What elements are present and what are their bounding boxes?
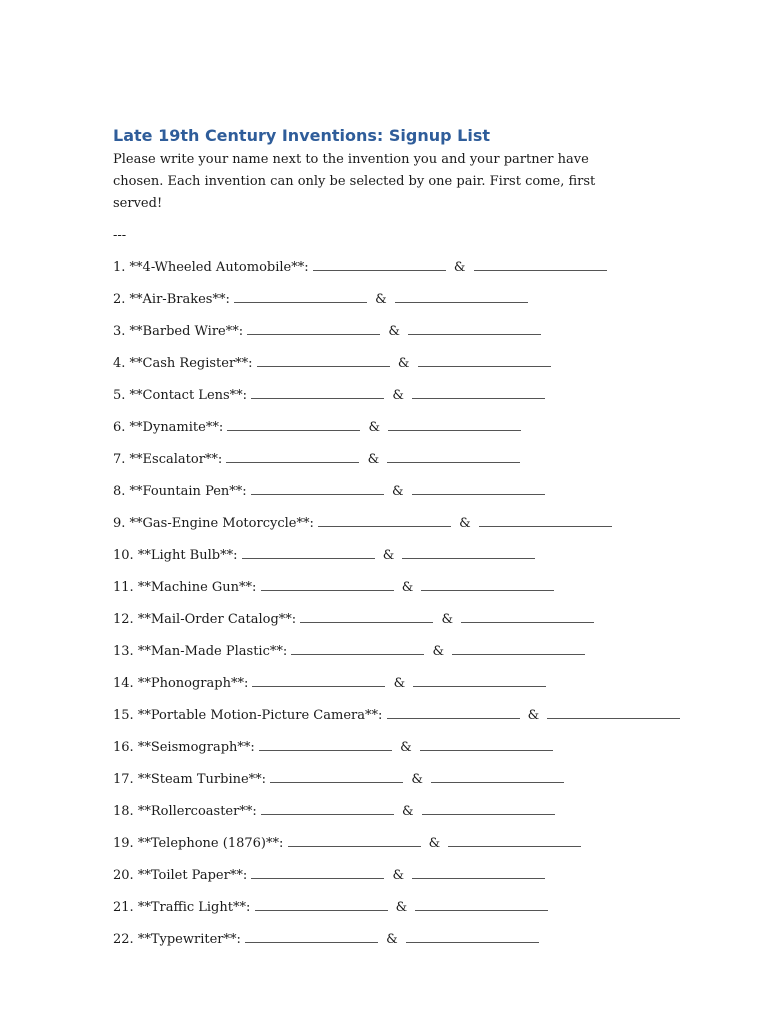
invention-name: **Barbed Wire**: — [129, 324, 244, 339]
ampersand: & — [397, 356, 410, 371]
partner-1-blank[interactable] — [226, 449, 359, 463]
partner-2-blank[interactable] — [474, 257, 607, 271]
partner-1-blank[interactable] — [261, 801, 394, 815]
signup-item — [113, 609, 733, 641]
signup-item — [113, 577, 733, 609]
partner-2-blank[interactable] — [388, 417, 521, 431]
partner-2-blank[interactable] — [387, 449, 520, 463]
partner-1-blank[interactable] — [242, 545, 375, 559]
partner-2-blank[interactable] — [415, 897, 548, 911]
partner-1-blank[interactable] — [313, 257, 446, 271]
invention-name: **Contact Lens**: — [129, 388, 248, 403]
ampersand: & — [392, 388, 404, 403]
partner-1-blank[interactable] — [255, 897, 388, 911]
invention-name: **Air-Brakes**: — [129, 292, 230, 307]
partner-2-blank[interactable] — [406, 929, 539, 943]
item-number: 22. — [113, 932, 134, 947]
item-number: 4. — [113, 356, 126, 371]
item-number: 9. — [113, 516, 126, 531]
invention-name: **Mail-Order Catalog**: — [137, 612, 297, 627]
partner-2-blank[interactable] — [412, 385, 545, 399]
invention-name: **Dynamite**: — [129, 420, 224, 435]
item-number: 15. — [113, 708, 134, 723]
item-number: 8. — [113, 484, 126, 499]
partner-1-blank[interactable] — [251, 865, 384, 879]
item-number: 18. — [113, 804, 134, 819]
invention-name: **Telephone (1876)**: — [137, 836, 284, 851]
ampersand: & — [401, 580, 414, 595]
ampersand: & — [393, 676, 406, 691]
invention-name: **Machine Gun**: — [137, 580, 257, 595]
item-number: 2. — [113, 292, 126, 307]
separator-line: --- — [113, 228, 127, 243]
partner-1-blank[interactable] — [259, 737, 392, 751]
signup-item — [113, 897, 733, 929]
partner-1-blank[interactable] — [318, 513, 451, 527]
ampersand: & — [388, 324, 400, 339]
ampersand: & — [386, 932, 398, 947]
ampersand: & — [367, 452, 380, 467]
ampersand: & — [392, 868, 405, 883]
ampersand: & — [432, 644, 445, 659]
partner-2-blank[interactable] — [448, 833, 581, 847]
signup-item — [113, 769, 733, 801]
invention-name: **Phonograph**: — [137, 676, 249, 691]
signup-item — [113, 481, 733, 513]
partner-1-blank[interactable] — [291, 641, 424, 655]
ampersand: & — [382, 548, 395, 563]
invention-name: **Fountain Pen**: — [129, 484, 247, 499]
item-number: 7. — [113, 452, 126, 467]
item-number: 14. — [113, 676, 134, 691]
invention-name: **Typewriter**: — [137, 932, 241, 947]
signup-item — [113, 705, 733, 737]
item-number: 12. — [113, 612, 134, 627]
partner-2-blank[interactable] — [479, 513, 612, 527]
item-number: 20. — [113, 868, 134, 883]
invention-name: **Gas-Engine Motorcycle**: — [129, 516, 314, 531]
item-number: 11. — [113, 580, 134, 595]
signup-item — [113, 673, 733, 705]
invention-name: **4-Wheeled Automobile**: — [129, 260, 309, 275]
signup-item — [113, 353, 733, 385]
partner-2-blank[interactable] — [395, 289, 528, 303]
document-page — [113, 124, 733, 961]
partner-1-blank[interactable] — [288, 833, 421, 847]
signup-item — [113, 321, 733, 353]
partner-2-blank[interactable] — [461, 609, 594, 623]
partner-2-blank[interactable] — [408, 321, 541, 335]
item-number: 6. — [113, 420, 126, 435]
item-number: 5. — [113, 388, 126, 403]
partner-2-blank[interactable] — [412, 481, 545, 495]
partner-1-blank[interactable] — [300, 609, 433, 623]
partner-2-blank[interactable] — [421, 577, 554, 591]
signup-item — [113, 385, 733, 417]
partner-1-blank[interactable] — [252, 673, 385, 687]
partner-1-blank[interactable] — [251, 385, 384, 399]
signup-item — [113, 929, 733, 961]
partner-1-blank[interactable] — [257, 353, 390, 367]
partner-2-blank[interactable] — [418, 353, 551, 367]
invention-name: **Man-Made Plastic**: — [137, 644, 288, 659]
partner-2-blank[interactable] — [412, 865, 545, 879]
partner-2-blank[interactable] — [402, 545, 535, 559]
invention-name: **Toilet Paper**: — [137, 868, 248, 883]
ampersand: & — [395, 900, 408, 915]
partner-1-blank[interactable] — [227, 417, 360, 431]
item-number: 17. — [113, 772, 134, 787]
invention-name: **Light Bulb**: — [137, 548, 238, 563]
item-number: 16. — [113, 740, 134, 755]
item-number: 21. — [113, 900, 134, 915]
signup-item — [113, 641, 733, 673]
signup-list — [113, 257, 733, 961]
item-number: 3. — [113, 324, 126, 339]
signup-item — [113, 513, 733, 545]
ampersand: & — [411, 772, 423, 787]
signup-item — [113, 865, 733, 897]
invention-name: **Rollercoaster**: — [137, 804, 257, 819]
ampersand: & — [459, 516, 471, 531]
item-number: 10. — [113, 548, 134, 563]
ampersand: & — [391, 484, 404, 499]
ampersand: & — [402, 804, 414, 819]
partner-1-blank[interactable] — [387, 705, 520, 719]
invention-name: **Steam Turbine**: — [137, 772, 267, 787]
intro-paragraph: Please write your name next to the invention you and your partner have chosen. Each invention can only be selected by one pair. First come, first served! — [113, 152, 596, 211]
partner-2-blank[interactable] — [420, 737, 553, 751]
partner-1-blank[interactable] — [234, 289, 367, 303]
partner-1-blank[interactable] — [251, 481, 384, 495]
document-title: Late 19th Century Inventions: Signup List — [113, 126, 490, 145]
invention-name: **Traffic Light**: — [137, 900, 251, 915]
partner-2-blank[interactable] — [431, 769, 564, 783]
ampersand: & — [375, 292, 387, 307]
partner-1-blank[interactable] — [270, 769, 403, 783]
ampersand: & — [428, 836, 441, 851]
partner-2-blank[interactable] — [547, 705, 680, 719]
partner-2-blank[interactable] — [452, 641, 585, 655]
item-number: 19. — [113, 836, 134, 851]
ampersand: & — [527, 708, 540, 723]
item-number: 1. — [113, 260, 126, 275]
partner-2-blank[interactable] — [422, 801, 555, 815]
partner-1-blank[interactable] — [245, 929, 378, 943]
signup-item — [113, 545, 733, 577]
signup-item — [113, 257, 733, 289]
signup-item — [113, 833, 733, 865]
partner-2-blank[interactable] — [413, 673, 546, 687]
ampersand: & — [441, 612, 454, 627]
invention-name: **Cash Register**: — [129, 356, 253, 371]
ampersand: & — [453, 260, 466, 275]
signup-item — [113, 449, 733, 481]
signup-item — [113, 289, 733, 321]
signup-item — [113, 801, 733, 833]
signup-item — [113, 737, 733, 769]
ampersand: & — [400, 740, 412, 755]
invention-name: **Escalator**: — [129, 452, 223, 467]
partner-1-blank[interactable] — [247, 321, 380, 335]
item-number: 13. — [113, 644, 134, 659]
ampersand: & — [368, 420, 381, 435]
invention-name: **Portable Motion-Picture Camera**: — [137, 708, 383, 723]
partner-1-blank[interactable] — [261, 577, 394, 591]
signup-item — [113, 417, 733, 449]
invention-name: **Seismograph**: — [137, 740, 255, 755]
